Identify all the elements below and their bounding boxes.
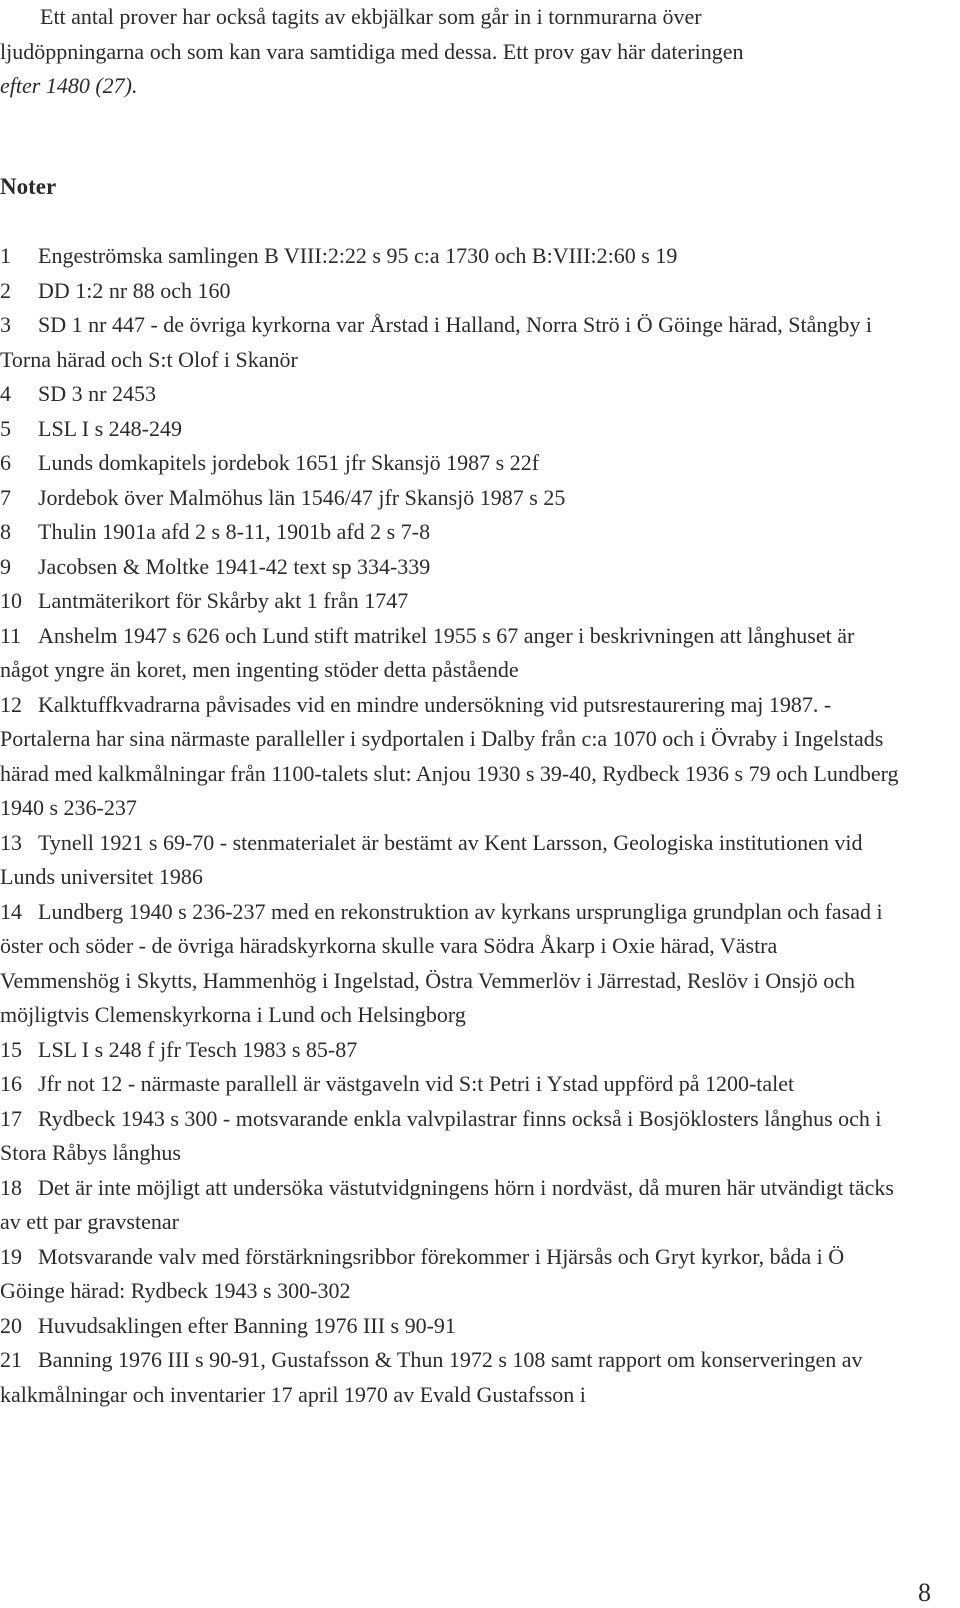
note-item	[0, 1240, 900, 1309]
note-number: 15	[0, 1036, 22, 1062]
note-text: DD 1:2 nr 88 och 160	[38, 277, 231, 303]
note-text: Motsvarande valv med förstärkningsribbor förekommer i Hjärsås och Gryt kyrkor, båda i Ö Göinge härad: Rydbeck 1943 s 300-302	[0, 1243, 845, 1303]
note-text: Lantmäterikort för Skårby akt 1 från 1747	[38, 588, 409, 613]
notes-list	[0, 239, 900, 1412]
note-number: 18	[0, 1174, 22, 1200]
note-item	[0, 446, 900, 481]
note-number: 17	[0, 1105, 22, 1131]
intro-line-2: ljudöppningarna och som kan vara samtidiga med dessa. Ett prov gav här dateringen	[0, 38, 744, 64]
note-item	[0, 1067, 900, 1102]
note-text: Jordebok över Malmöhus län 1546/47 jfr Skansjö 1987 s 25	[38, 484, 566, 510]
note-item	[0, 895, 900, 1033]
note-text: Kalktuffkvadrarna påvisades vid en mindre undersökning vid putsrestaurering maj 1987. - Portalerna har sina närmaste paralleller i sydportalen i Dalby från c:a 1070 och i Övraby i Ingelstads härad med kalkmålningar från 1100-talets slut: Anjou 1930 s 39-40, Rydbeck 1936 s 79 och Lundberg 1940 s 236-237	[0, 691, 899, 820]
note-item	[0, 584, 900, 619]
note-text: Jacobsen & Moltke 1941-42 text sp 334-339	[38, 553, 431, 579]
notes-heading: Noter	[0, 174, 57, 199]
note-number: 9	[0, 553, 11, 579]
note-number: 1	[0, 243, 11, 268]
note-number: 7	[0, 484, 11, 510]
note-text: Thulin 1901a afd 2 s 8-11, 1901b afd 2 s 7-8	[38, 519, 431, 544]
note-text: LSL I s 248 f jfr Tesch 1983 s 85-87	[38, 1036, 358, 1062]
note-text: Huvudsaklingen efter Banning 1976 III s 90-91	[38, 1312, 456, 1338]
note-item	[0, 550, 900, 585]
note-item	[0, 308, 900, 377]
note-item	[0, 1171, 900, 1240]
note-text: Lunds domkapitels jordebok 1651 jfr Skansjö 1987 s 22f	[38, 450, 540, 475]
intro-line-3: efter 1480 (27).	[0, 73, 138, 98]
note-number: 12	[0, 691, 22, 717]
note-text: Det är inte möjligt att undersöka västutvidgningens hörn i nordväst, då muren här utvändigt täcks av ett par gravstenar	[0, 1174, 894, 1234]
note-item	[0, 377, 900, 412]
note-item	[0, 1309, 900, 1344]
note-text: Banning 1976 III s 90-91, Gustafsson & Thun 1972 s 108 samt rapport om konserveringen av kalkmålningar och inventarier 17 april 1970 av Evald Gustafsson i	[0, 1347, 863, 1407]
note-number: 5	[0, 415, 11, 441]
note-text: SD 1 nr 447 - de övriga kyrkorna var Årstad i Halland, Norra Strö i Ö Göinge härad, Stångby i Torna härad och S:t Olof i Skanör	[0, 312, 872, 372]
note-number: 21	[0, 1347, 22, 1372]
note-text: Engeströmska samlingen B VIII:2:22 s 95 c:a 1730 och B:VIII:2:60 s 19	[38, 243, 678, 268]
note-item	[0, 481, 900, 516]
note-text: SD 3 nr 2453	[38, 381, 156, 406]
note-item	[0, 619, 900, 688]
note-text: Tynell 1921 s 69-70 - stenmaterialet är bestämt av Kent Larsson, Geologiska institutionen vid Lunds universitet 1986	[0, 829, 863, 889]
note-text: Rydbeck 1943 s 300 - motsvarande enkla valvpilastrar finns också i Bosjöklosters långhus och i Stora Råbys långhus	[0, 1105, 882, 1165]
note-number: 13	[0, 829, 22, 855]
intro-line-1: Ett antal prover har också tagits av ekbjälkar som går in i tornmurarna över	[40, 4, 702, 29]
note-number: 3	[0, 312, 11, 337]
note-number: 6	[0, 450, 11, 475]
note-number: 10	[0, 588, 22, 613]
note-item	[0, 688, 900, 826]
note-item	[0, 239, 900, 274]
note-number: 20	[0, 1312, 22, 1338]
note-number: 2	[0, 277, 11, 303]
note-text: Jfr not 12 - närmaste parallell är västgaveln vid S:t Petri i Ystad uppförd på 1200-talet	[38, 1071, 795, 1096]
note-item	[0, 1102, 900, 1171]
note-text: LSL I s 248-249	[38, 415, 183, 441]
note-number: 16	[0, 1071, 22, 1096]
note-text: Anshelm 1947 s 626 och Lund stift matrikel 1955 s 67 anger i beskrivningen att långhuset är något yngre än koret, men ingenting stöder detta påstående	[0, 622, 855, 682]
note-item	[0, 1343, 900, 1412]
note-text: Lundberg 1940 s 236-237 med en rekonstruktion av kyrkans ursprungliga grundplan och fasad i öster och söder - de övriga häradskyrkorna skulle vara Södra Åkarp i Oxie härad, Västra Vemmenshög i Skytts, Hammenhög i Ingelstad, Östra Vemmerlöv i Järrestad, Reslöv i Onsjö och möjligtvis Clemenskyrkorna i Lund och Helsingborg	[0, 898, 883, 1027]
page-number: 8	[918, 1578, 931, 1607]
note-item	[0, 826, 900, 895]
note-item	[0, 274, 900, 309]
note-item	[0, 515, 900, 550]
note-item	[0, 412, 900, 447]
note-number: 11	[0, 622, 22, 648]
intro-paragraph	[0, 0, 900, 104]
note-number: 8	[0, 519, 11, 544]
note-item	[0, 1033, 900, 1068]
note-number: 4	[0, 381, 11, 406]
note-number: 14	[0, 898, 22, 924]
note-number: 19	[0, 1243, 22, 1269]
